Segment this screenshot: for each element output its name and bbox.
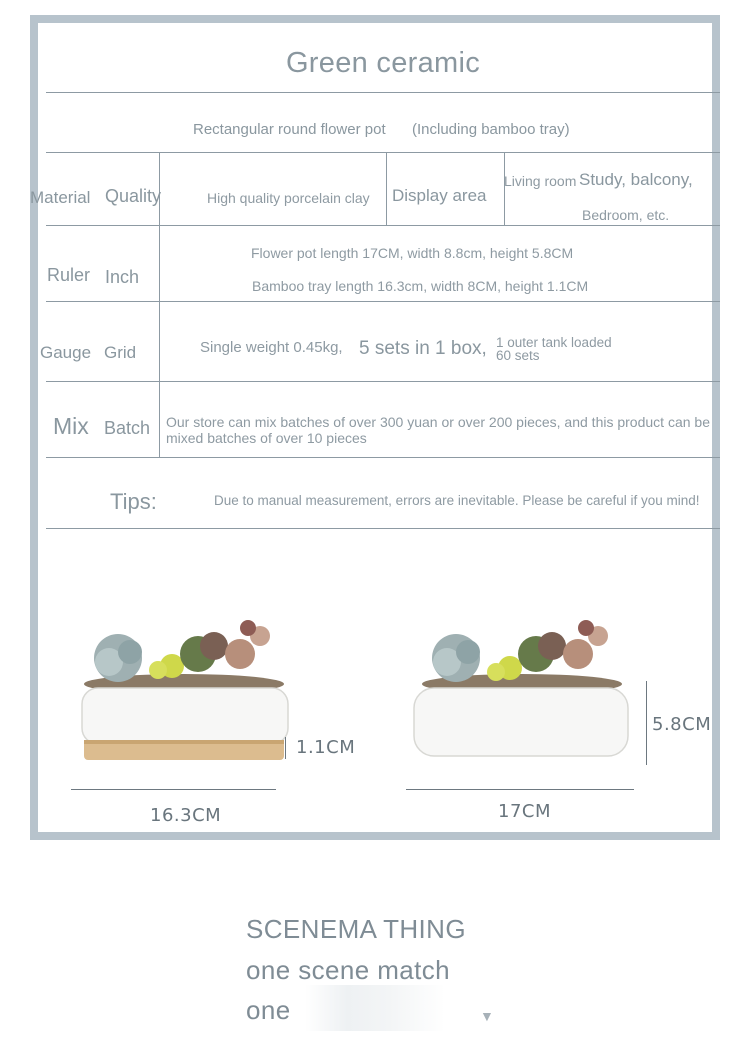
- gauge-sets: 5 sets in 1 box,: [359, 338, 487, 359]
- table-column-rule: [386, 152, 387, 225]
- material-value: High quality porcelain clay: [207, 190, 370, 206]
- batch-label: Batch: [104, 418, 151, 438]
- gauge-tank-b: 60 sets: [496, 348, 540, 363]
- grid-label: Grid: [104, 343, 137, 362]
- page-title: Green ceramic: [285, 47, 481, 79]
- table-rule: [46, 92, 720, 93]
- gauge-label: Gauge: [40, 343, 92, 362]
- tray-height-label: 1.1CM: [296, 737, 356, 758]
- gauge-weight: Single weight 0.45kg,: [200, 339, 343, 356]
- right-height-label: 5.8CM: [652, 714, 712, 735]
- table-rule: [46, 528, 720, 529]
- mix-line-2: mixed batches of over 10 pieces: [166, 430, 367, 446]
- table-rule: [46, 152, 720, 153]
- scene-heading-line-2: one scene match: [246, 955, 451, 985]
- ruler-pot-dimensions: Flower pot length 17CM, width 8.8cm, height 5.8CM: [251, 245, 574, 261]
- tray-height-marker: [285, 737, 286, 759]
- subtitle-main: Rectangular round flower pot: [193, 121, 386, 138]
- inch-label: Inch: [105, 267, 140, 287]
- table-rule: [46, 381, 720, 382]
- display-study-balcony: Study, balcony,: [579, 170, 693, 189]
- right-width-label: 17CM: [498, 801, 552, 822]
- pot-image: [402, 606, 642, 766]
- mix-label: Mix: [53, 413, 89, 439]
- tips-text: Due to manual measurement, errors are inevitable. Please be careful if you mind!: [214, 493, 700, 508]
- spec-table-frame: [30, 15, 720, 840]
- gauge-tank-a: 1 outer tank loaded: [496, 335, 612, 350]
- subtitle-note: (Including bamboo tray): [412, 121, 570, 138]
- tips-label: Tips:: [110, 489, 157, 514]
- quality-label: Quality: [105, 186, 162, 206]
- scene-heading-line-1: SCENEMA THING: [246, 914, 466, 944]
- scene-heading-line-3: one: [246, 995, 291, 1025]
- left-width-label: 16.3CM: [150, 805, 222, 826]
- pot-with-tray-image: [64, 606, 304, 766]
- table-rule: [46, 457, 720, 458]
- display-bedroom: Bedroom, etc.: [582, 207, 670, 223]
- mix-line-1: Our store can mix batches of over 300 yuan or over 200 pieces, and this product can be: [166, 414, 710, 430]
- table-rule: [46, 301, 720, 302]
- display-area-label: Display area: [392, 186, 487, 205]
- ruler-label: Ruler: [47, 265, 91, 285]
- table-rule: [46, 225, 720, 226]
- right-width-marker: [406, 789, 634, 790]
- display-living-room: Living room: [504, 173, 577, 189]
- right-height-marker: [646, 681, 647, 765]
- left-width-marker: [71, 789, 276, 790]
- scene-image-fade: [305, 985, 445, 1031]
- product-photo-area: [46, 536, 720, 840]
- material-label: Material: [30, 188, 91, 207]
- ruler-tray-dimensions: Bamboo tray length 16.3cm, width 8CM, height 1.1CM: [252, 278, 589, 294]
- chevron-down-icon: ▼: [480, 1008, 494, 1024]
